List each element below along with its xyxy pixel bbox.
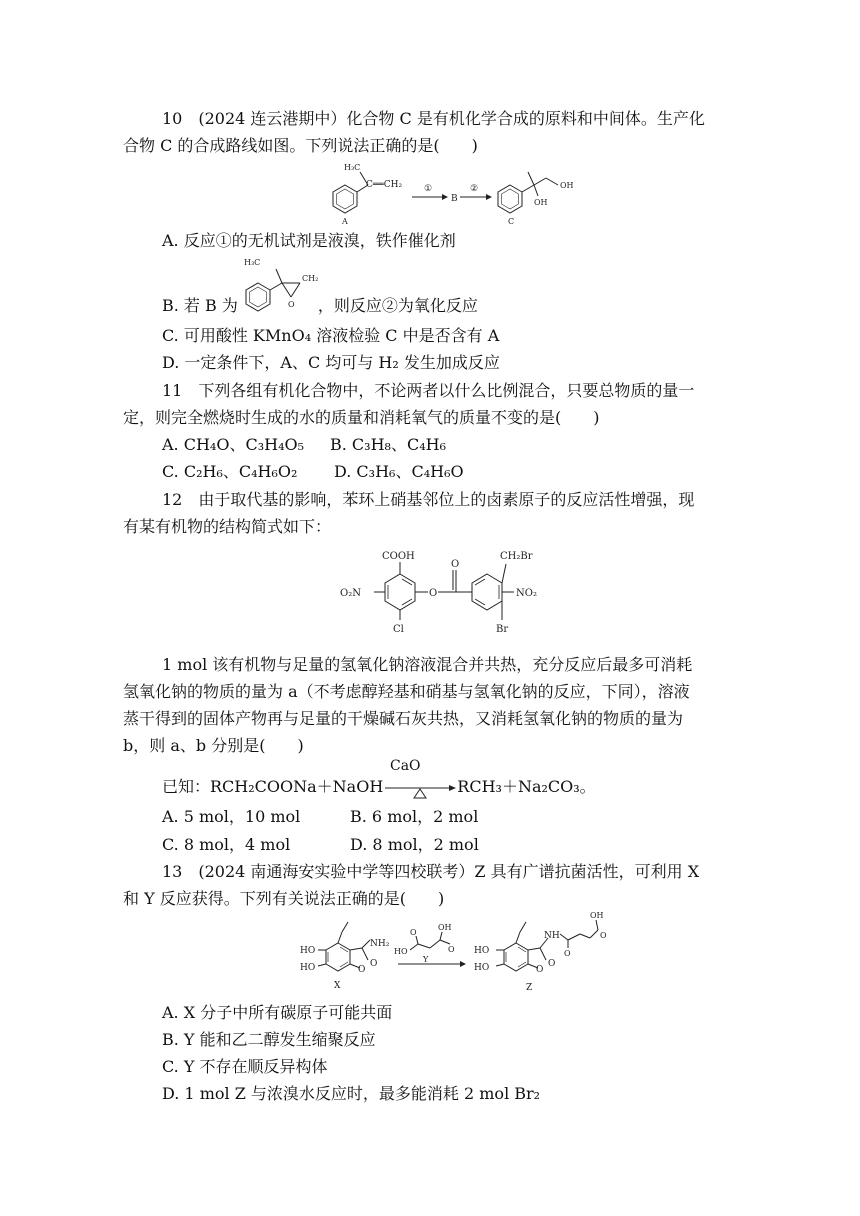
q13-option-a[interactable]: A. X 分子中所有碳原子可能共面 <box>162 1003 393 1022</box>
x-ho2-label: HO <box>300 963 316 973</box>
q10-b-epoxide-structure <box>240 255 330 315</box>
q11-stem-line1: 11 下列各组有机化合物中，不论两者以什么比例混合，只要总物质的量一 <box>162 381 695 400</box>
q13-stem-line1: 13 (2024 南通海安实验中学等四校联考）Z 具有广谱抗菌活性，可利用 X <box>162 862 700 881</box>
q12-stem-line1: 12 由于取代基的影响，苯环上硝基邻位上的卤素原子的反应活性增强，现 <box>162 490 695 509</box>
q10-synthesis-scheme <box>320 160 580 226</box>
q12-option-c[interactable]: C. 8 mol，4 mol <box>162 835 291 854</box>
x-o-keto-label: O <box>370 959 378 969</box>
q12-stem-line2: 有某有机物的结构简式如下： <box>123 517 332 536</box>
q11-option-b[interactable]: B. C₃H₈、C₄H₆ <box>330 435 446 454</box>
q13-option-b[interactable]: B. Y 能和乙二醇发生缩聚反应 <box>162 1030 376 1049</box>
y-oh-label: OH <box>438 923 452 932</box>
q12-para-line3: 蒸干得到的固体产物再与足量的干燥碱石灰共热，又消耗氢氧化钠的物质的量为 <box>123 709 684 728</box>
q11-option-a[interactable]: A. CH₄O、C₃H₄O₅ <box>162 435 305 454</box>
y-o2-label: O <box>448 945 455 954</box>
q12-para-line1: 1 mol 该有机物与足量的氢氧化钠溶液混合并共热，充分反应后最多可消耗 <box>162 655 693 674</box>
q13-option-c[interactable]: C. Y 不存在顺反异构体 <box>162 1057 328 1076</box>
x-nh2-label: NH₂ <box>370 939 390 949</box>
cl-label: Cl <box>393 624 404 635</box>
z-o-ring-label: O <box>536 965 544 975</box>
y-ho-label: HO <box>394 947 408 956</box>
q12-option-a[interactable]: A. 5 mol，10 mol <box>162 807 301 826</box>
q10-stem-line2: 合物 C 的合成路线如图。下列说法正确的是( ) <box>123 136 478 155</box>
q10-stem-line1: 10 (2024 连云港期中）化合物 C 是有机化学合成的原料和中间体。生产化 <box>162 109 705 128</box>
q13-option-d[interactable]: D. 1 mol Z 与浓溴水反应时，最多能消耗 2 mol Br₂ <box>162 1084 541 1103</box>
b-o-label: O <box>288 300 295 309</box>
z-o-amide-label: O <box>564 949 571 958</box>
no2-label: NO₂ <box>516 588 537 599</box>
compound-z-label: Z <box>526 983 533 993</box>
c-oh2-label: OH <box>534 198 548 207</box>
compound-b-label: B <box>451 194 458 204</box>
q12-known-equation <box>162 776 596 799</box>
q13-stem-line2: 和 Y 反应获得。下列有关说法正确的是( ) <box>123 889 445 908</box>
o-bridge-label: O <box>429 588 438 599</box>
z-ho2-label: HO <box>474 963 490 973</box>
a-ch2-label: C══CH₂ <box>366 180 403 190</box>
q13-reaction-scheme <box>298 908 618 998</box>
q10-option-b-pre: B. 若 B 为 <box>162 296 238 315</box>
cooh-label: COOH <box>382 551 415 562</box>
q10-option-a[interactable]: A. 反应①的无机试剂是液溴，铁作催化剂 <box>162 231 456 250</box>
o-carbonyl-label: O <box>451 559 460 570</box>
known-condition-cao: CaO <box>390 758 421 774</box>
q12-para-line2: 氢氧化钠的物质的量为 a（不考虑醇羟基和硝基与氢氧化钠的反应，下同），溶液 <box>123 682 690 701</box>
y-label: Y <box>423 955 429 964</box>
q10-option-d[interactable]: D. 一定条件下，A、C 均可与 H₂ 发生加成反应 <box>162 353 500 372</box>
a-methyl-label: H₃C <box>344 163 361 172</box>
z-o-keto-label: O <box>548 959 556 969</box>
ch2br-label: CH₂Br <box>500 551 533 562</box>
z-oh-label: OH <box>590 911 604 920</box>
z-ho1-label: HO <box>474 946 490 956</box>
q11-option-d[interactable]: D. C₃H₆、C₄H₆O <box>334 462 464 481</box>
br-label: Br <box>496 624 509 635</box>
c-oh1-label: OH <box>560 181 574 190</box>
known-products: RCH₃＋Na₂CO₃。 <box>457 777 596 796</box>
q12-para-line4: b，则 a、b 分别是( ) <box>123 736 304 755</box>
step2-label: ② <box>470 184 479 194</box>
q10-option-c[interactable]: C. 可用酸性 KMnO₄ 溶液检验 C 中是否含有 A <box>162 326 500 345</box>
z-nh-label: NH <box>544 931 560 941</box>
q12-structure <box>330 544 560 640</box>
q10-option-b-post: ，则反应②为氧化反应 <box>317 296 478 315</box>
q11-option-c[interactable]: C. C₂H₆、C₄H₆O₂ <box>162 462 298 481</box>
b-ch2-label: CH₂ <box>302 274 319 283</box>
q12-option-d[interactable]: D. 8 mol，2 mol <box>350 835 479 854</box>
b-methyl-label: H₃C <box>244 258 261 267</box>
step1-label: ① <box>424 184 433 194</box>
x-o-ring-label: O <box>358 965 366 975</box>
compound-a-label: A <box>342 217 348 226</box>
o2n-label: O₂N <box>340 588 361 599</box>
compound-c-label: C <box>508 217 515 226</box>
x-ho1-label: HO <box>300 946 316 956</box>
y-o1-label: O <box>410 928 417 937</box>
q12-option-b[interactable]: B. 6 mol，2 mol <box>350 807 479 826</box>
compound-x-label: X <box>334 981 341 991</box>
known-reactants: 已知：RCH₂COONa＋NaOH <box>162 777 384 796</box>
z-o-acid-label: O <box>600 931 607 940</box>
q11-stem-line2: 定，则完全燃烧时生成的水的质量和消耗氧气的质量不变的是( ) <box>123 408 600 427</box>
